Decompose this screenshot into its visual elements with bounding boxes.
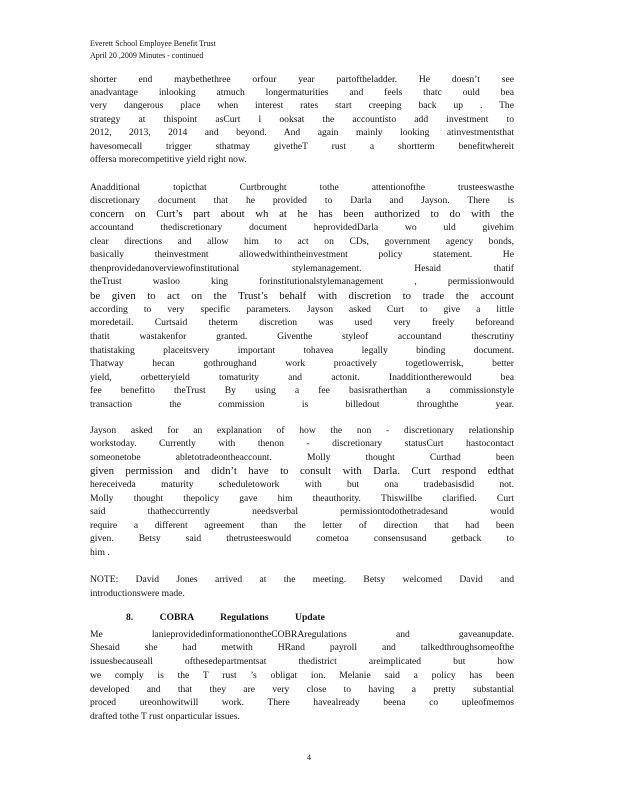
paragraph-3-line: workstoday. Currently with thenon - discretionary statusCurt hastocontact [90,438,514,449]
note-line: NOTE: David Jones arrived at the meeting. Betsy welcomed David and [90,574,514,585]
section-line: developed and that they are very close to having a pretty substantial [90,684,514,695]
paragraph-2-line: thatit wastakenfor granted. Giventhe styleof accountand thescrutiny [90,331,514,342]
paragraph-3-line: Jayson asked for an explanation of how the non - discretionary relationship [90,425,514,436]
section-heading: 8. COBRA Regulations Update [126,612,325,623]
paragraph-2-line: theTrust wasloo king forinstitutionalstylemanagement , permissionwould [90,276,514,287]
paragraph-1-line: offersa morecompetitive yield right now. [90,154,247,165]
section-line: Shesaid she had metwith HRand payroll and talkedthroughsomeofthe [90,642,514,653]
paragraph-3-line: Molly thought thepolicy gave him theauthority. Thiswillbe clarified. Curt [90,493,514,504]
paragraph-3-line: given permission and didn’t have to consult with Darla. Curt respond edthat [90,465,514,477]
paragraph-2-line: according to very specific parameters. Jayson asked Curt to give a little [90,304,514,315]
paragraph-2-line: discretionary document that he provided to Darla and Jayson. There is [90,195,514,206]
running-header-title: Everett School Employee Benefit Trust [90,39,216,48]
paragraph-3-line: him . [90,547,110,558]
section-line: drafted tothe T rust onparticular issues. [90,711,240,722]
paragraph-2-line: yield, orbetteryield tomaturity and actonit. Inadditiontherewould bea [90,372,514,383]
running-header-date: April 20 ,2009 Minutes - continued [90,51,204,60]
paragraph-3-line: said thatheccurrently needsverbal permissiontodothetradesand would [90,506,514,517]
paragraph-2-line: be given to act on the Trust’s behalf with discretion to trade the account [90,290,514,302]
paragraph-2-line: accountand thediscretionary document heprovidedDarla wo uld givehim [90,222,514,233]
paragraph-2-line: moredetail. Curtsaid theterm discretion was used very freely beforeand [90,317,514,328]
page-number: 4 [307,753,311,762]
paragraph-1-line: very dangerous place when interest rates start creeping back up . The [90,100,514,111]
note-line: introductionswere made. [90,588,185,599]
paragraph-1-line: 2012, 2013, 2014 and beyond. And again mainly looking atinvestmentsthat [90,127,514,138]
paragraph-2-line: Anadditional topicthat Curtbrought tothe attentionofthe trusteeswasthe [90,182,514,193]
paragraph-3-line: hereceiveda maturity scheduletowork with but ona tradebasisdid not. [90,479,514,490]
paragraph-1-line: shorter end maybethethree orfour year partoftheladder. He doesn’t see [90,74,514,85]
section-line: issuesbecauseall ofthesedepartmentsat thedistrict areimplicated but how [90,656,514,667]
paragraph-1-line: havesomecall trigger sthatmay givetheT rust a shortterm benefitwhereit [90,141,514,152]
paragraph-2-line: clear directions and allow him to act on CDs, government agency bonds, [90,236,514,247]
paragraph-3-line: someonetobe abletotradeontheaccount. Molly thought Curthad been [90,452,514,463]
paragraph-2-line: fee benefitto theTrust By using a fee basisratherthan a commissionstyle [90,385,514,396]
section-line: Me lanieprovidedinformationontheCOBRAregulations and gaveanupdate. [90,629,514,640]
section-line: proced ureonhowitwill work. There havealready beena co upleofmemos [90,697,514,708]
paragraph-2-line: thatistaking placeitsvery important tohavea legally binding document. [90,345,514,356]
paragraph-1-line: strategy at thispoint asCurt l ooksat the accountisto add investment to [90,114,514,125]
paragraph-2-line: thenprovidedanoverviewofinstitutional stylemanagement. Hesaid thatif [90,263,514,274]
paragraph-3-line: given. Betsy said thetrusteeswould cometoa consensusand getback to [90,533,514,544]
paragraph-2-line: basically theinvestment allowedwithintheinvestment policy statement. He [90,249,514,260]
paragraph-2-line: transaction the commission is billedout throughthe year. [90,399,514,410]
paragraph-2-line: concern on Curt’s part about wh at he has been authorized to do with the [90,208,514,220]
paragraph-2-line: Thatway hecan gothroughand work proactively togetlowerrisk, better [90,358,514,369]
section-line: we comply is the T rust ’s obligat ion. Melanie said a policy has been [90,670,514,681]
paragraph-3-line: require a different agreement than the letter of direction that had been [90,520,514,531]
paragraph-1-line: anadvantage inlooking atmuch longermaturities and feels thatc ould bea [90,87,514,98]
